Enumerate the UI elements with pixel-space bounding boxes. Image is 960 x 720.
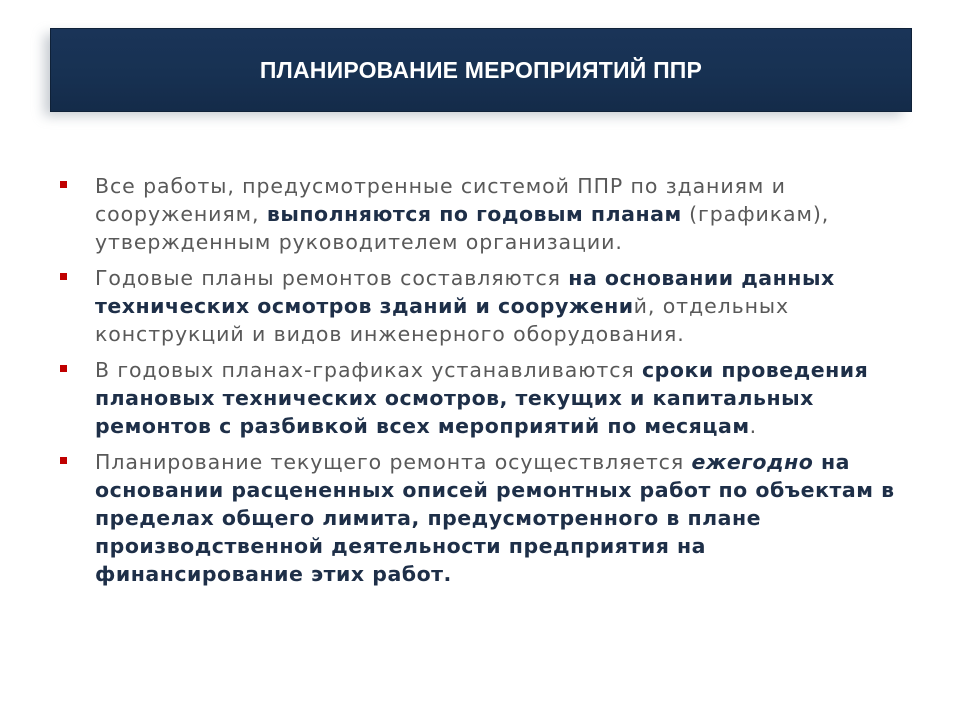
bullet-list: [60, 172, 910, 596]
bullet-text: (графикам), утвержденным руководителем организации.: [95, 202, 830, 254]
bullet-emphasis-italic: ежегодно: [691, 450, 814, 474]
square-bullet-icon: [60, 273, 67, 280]
square-bullet-icon: [60, 457, 67, 464]
bullet-emphasis: на основании расцененных описей ремонтных работ по объектам в пределах общего лимита, предусмотренного в плане производственной деятельности предприятия на финансирование этих работ.: [95, 450, 895, 586]
bullet-emphasis: выполняются по годовым планам: [266, 202, 682, 226]
bullet-text: й, отдельных конструкций и видов инженерного оборудования.: [95, 294, 789, 346]
bullet-text: .: [749, 414, 757, 438]
bullet-text: Планирование текущего ремонта осуществляется: [95, 450, 692, 474]
bullet-emphasis: на основании данных технических осмотров зданий и сооружени: [95, 266, 835, 318]
square-bullet-icon: [60, 365, 67, 372]
title-bar: [50, 28, 912, 112]
square-bullet-icon: [60, 181, 67, 188]
bullet-emphasis: сроки проведения плановых технических осмотров, текущих и капитальных ремонтов с разбивкой всех мероприятий по месяцам: [95, 358, 869, 438]
bullet-item: [60, 172, 910, 256]
bullet-text: Все работы, предусмотренные системой ППР по зданиям и сооружениям,: [95, 174, 786, 226]
bullet-text: В годовых планах-графиках устанавливаются: [95, 358, 643, 382]
bullet-item: [60, 264, 910, 348]
slide-title: ПЛАНИРОВАНИЕ МЕРОПРИЯТИЙ ППР: [259, 56, 703, 83]
bullet-item: [60, 356, 910, 440]
bullet-text: Годовые планы ремонтов составляются: [95, 266, 569, 290]
bullet-item: [60, 448, 910, 588]
